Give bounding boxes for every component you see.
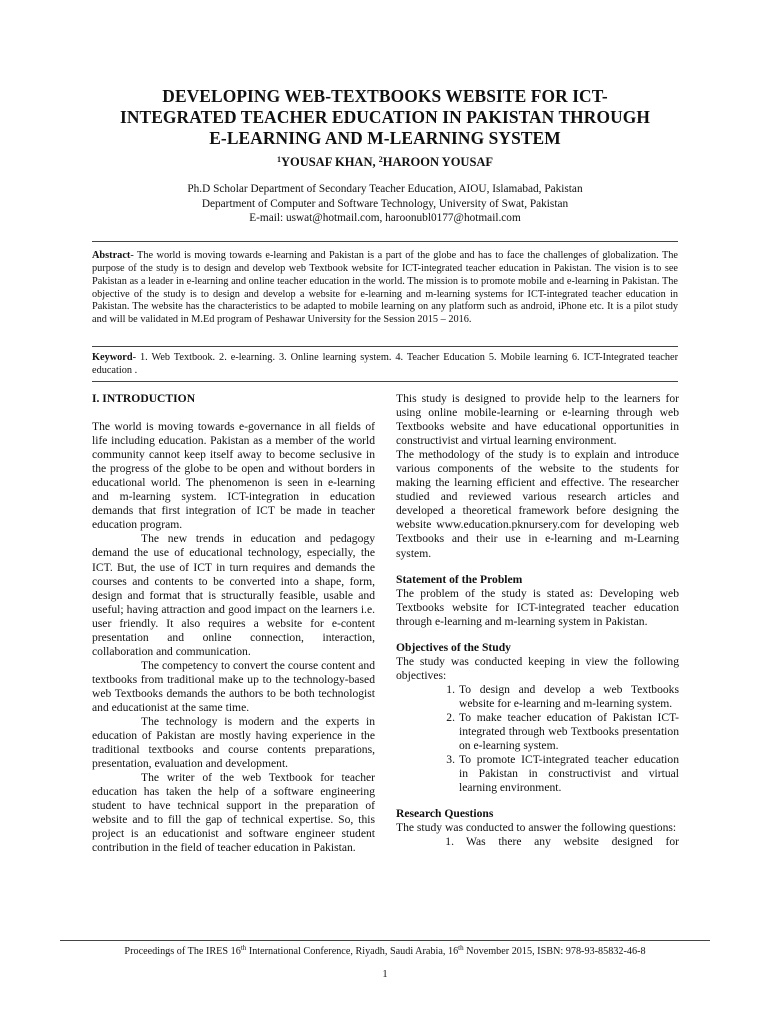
footer-text: International Conference, Riyadh, Saudi Arabia, 16 xyxy=(246,946,459,957)
objective-number: 2. xyxy=(446,710,455,724)
objectives-heading: Objectives of the Study xyxy=(396,640,511,654)
footer-text: November 2015, ISBN: 978-93-85832-46-8 xyxy=(463,946,646,957)
title-line: DEVELOPING WEB-TEXTBOOKS WEBSITE FOR ICT- xyxy=(162,86,608,106)
intro-paragraph-2: The new trends in education and pedagogy demand the use of educational technology, especially, the ICT. But, the use of ICT in turn requires and demands the courses and contents to be converted into a shape, form, design and format that is structurally feasible, usable and useful; having attraction and good impact on the learners i.e. user friendly. It also requires a website for e-content presentation and online connection, interaction, collaboration and communication. xyxy=(92,532,375,658)
left-column xyxy=(92,392,375,856)
affiliation-line: Department of Computer and Software Technology, University of Swat, Pakistan xyxy=(201,197,569,210)
footer-sup: th xyxy=(240,944,247,952)
email-line: E-mail: uswat@hotmail.com, haroonubl0177@hotmail.com xyxy=(249,212,521,224)
top-divider xyxy=(92,241,678,242)
keyword-label: Keyword xyxy=(92,352,133,363)
paper-title xyxy=(60,86,710,149)
question-item xyxy=(396,835,679,849)
objective-text: To promote ICT-integrated teacher education in Pakistan in constructivist and virtual learning environment. xyxy=(459,753,679,795)
keyword-divider xyxy=(92,381,678,382)
study-paragraph-2: The methodology of the study is to explain and introduce various components of the website to the students for making the learning efficient and effective. The researcher studied and reviewed various research articles and developed a theoretical framework before designing the website www.education.pknursery.com for developing web Textbooks and their use in e-learning and m-Learning system. xyxy=(396,448,679,560)
author-2-name: HAROON YOUSAF xyxy=(382,155,494,169)
objectives-intro: The study was conducted keeping in view the following objectives: xyxy=(396,654,679,682)
proceedings-footer xyxy=(60,946,710,957)
questions-heading: Research Questions xyxy=(396,807,494,821)
keyword-text: - 1. Web Textbook. 2. e-learning. 3. Online learning system. 4. Teacher Education 5. Mobile learning 6. ICT-Integrated teacher education . xyxy=(92,352,678,376)
intro-paragraph-5: The writer of the web Textbook for teacher education has taken the help of a software engineering student to have technical support in the preparation of website and to fill the gap of technical expertise. So, this project is an educationist and software engineer student contribution in the field of teacher education in Pakistan. xyxy=(92,771,375,855)
question-number: 1. xyxy=(445,835,454,849)
author-1-name: YOUSAF KHAN, xyxy=(280,155,379,169)
objective-number: 3. xyxy=(446,753,455,767)
intro-paragraph-1: The world is moving towards e-governance in all fields of life including education. Pakistan as a member of the world community cannot keep itself away to become seclusive in the progress of the globe to be open and without borders in educational world. The phenomenon is seen in e-learning and m-learning system. ICT-integration in education demands that first integration of ICT be made in teacher education program. xyxy=(92,420,375,532)
abstract-divider xyxy=(92,346,678,347)
footer-divider xyxy=(60,940,710,941)
intro-paragraph-4: The technology is modern and the experts in education of Pakistan are mostly having experience in the traditional textbooks and course contents preparations, presentation, evaluation and development. xyxy=(92,715,375,771)
abstract xyxy=(92,250,678,327)
abstract-text: - The world is moving towards e-learning and Pakistan is a part of the globe and has to face the challenges of globalization. The purpose of the study is to design and develop web Textbook website for ICT-integrated teacher education in Pakistan. The vision is to see Pakistan as a leader in e-learning and online teacher education in the world. The mission is to promote mobile and e-learning in Pakistan. The objective of the study is to design and develop a website for e-learning and m-learning systems for ICT-integrated teacher education in Pakistan. The website has the characteristics to be adapted to mobile learning on any platform such as android, iPhone etc. It is a pilot study and will be validated in M.Ed program of Peshawar University for the Session 2015 – 2016. xyxy=(92,250,678,326)
authors xyxy=(60,155,710,170)
problem-heading: Statement of the Problem xyxy=(396,572,523,586)
title-line: E-LEARNING AND M-LEARNING SYSTEM xyxy=(209,128,561,148)
affiliation-line: Ph.D Scholar Department of Secondary Teacher Education, AIOU, Islamabad, Pakistan xyxy=(187,183,583,195)
study-paragraph-1: This study is designed to provide help to the learners for using online mobile-learning or e-learning through web Textbooks website and have educational opportunities in constructivist and virtual learning environment. xyxy=(396,392,679,448)
intro-paragraph-3: The competency to convert the course content and textbooks from traditional make up to the technology-based web Textbooks demands the authors to be both technologist and educationist at the same time. xyxy=(92,658,375,714)
problem-text: The problem of the study is stated as: Developing web Textbooks website for ICT-integrated teacher education through e-learning and m-learning system in Pakistan. xyxy=(396,586,679,628)
objective-item xyxy=(396,753,679,795)
questions-intro: The study was conducted to answer the following questions: xyxy=(396,821,677,835)
objective-item xyxy=(396,711,679,753)
footer-text: Proceedings of The IRES 16 xyxy=(124,946,241,957)
objective-item xyxy=(396,683,679,711)
right-column xyxy=(396,392,679,849)
objective-text: To design and develop a web Textbooks website for e-learning and m-learning system. xyxy=(459,682,679,710)
objective-text: To make teacher education of Pakistan ICT-integrated through web Textbooks presentation on e-learning system. xyxy=(459,710,679,753)
affiliations xyxy=(60,182,710,226)
footer-sup: th xyxy=(458,944,464,952)
abstract-label: Abstract xyxy=(92,250,131,261)
page-number: 1 xyxy=(382,969,388,980)
author-2-marker: 2 xyxy=(378,155,383,164)
objective-number: 1. xyxy=(446,682,455,696)
author-1-marker: 1 xyxy=(276,155,281,164)
keywords xyxy=(92,352,678,378)
title-line: INTEGRATED TEACHER EDUCATION IN PAKISTAN THROUGH xyxy=(120,107,650,127)
introduction-heading: I. INTRODUCTION xyxy=(92,392,196,405)
question-text: Was there any website designed for xyxy=(466,835,679,849)
